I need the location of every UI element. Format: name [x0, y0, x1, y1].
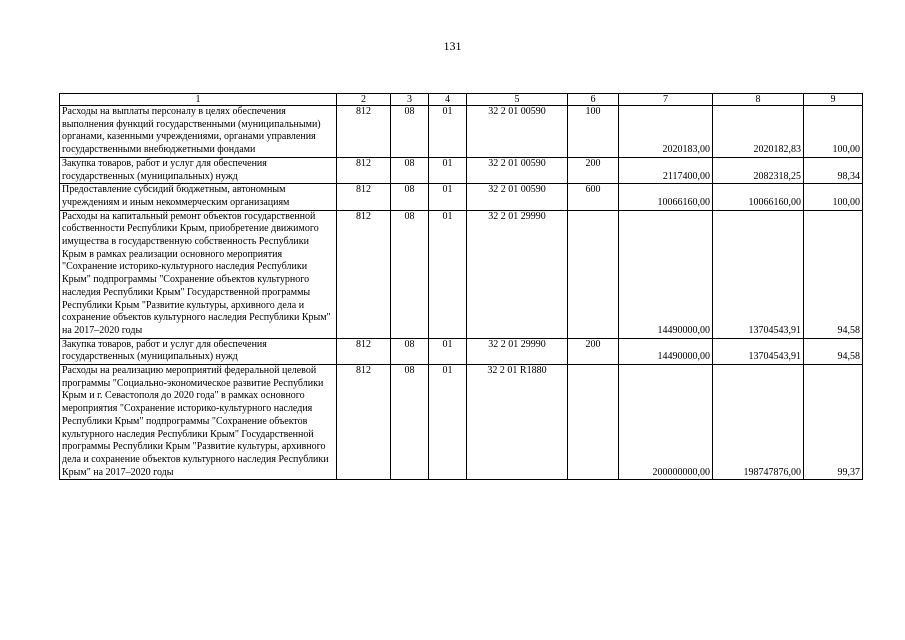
table-row: [60, 157, 863, 183]
expense-type-code: 600: [568, 184, 619, 210]
column-header: 4: [429, 94, 467, 106]
column-header: 7: [619, 94, 713, 106]
column-header: 9: [804, 94, 863, 106]
table-row: [60, 365, 863, 480]
target-article-code: 32 2 01 00590: [467, 184, 568, 210]
planned-amount: 14490000,00: [619, 338, 713, 364]
planned-amount: 2020183,00: [619, 106, 713, 158]
executed-amount: 198747876,00: [713, 365, 804, 480]
table-row: [60, 210, 863, 338]
executed-amount: 10066160,00: [713, 184, 804, 210]
execution-percent: 94,58: [804, 338, 863, 364]
subsection-code: 01: [429, 210, 467, 338]
expense-type-code: 200: [568, 157, 619, 183]
planned-amount: 2117400,00: [619, 157, 713, 183]
section-code: 08: [391, 338, 429, 364]
execution-percent: 100,00: [804, 184, 863, 210]
ministry-code: 812: [337, 338, 391, 364]
expense-name: Расходы на капитальный ремонт объектов государственной собственности Республики Крым, приобретение движимого имущества в государственную собственность Республики Крым в рамках реализации основного мероприятия "Сохранение историко-культурного наследия Республики Крым" подпрограммы "Сохранение объектов культурного наследия Республики Крым" Государственной программы Республики Крым "Развитие культуры, архивного дела и сохранение объектов культурного наследия Республики Крым" на 2017–2020 годы: [60, 210, 337, 338]
expense-type-code: [568, 365, 619, 480]
expense-type-code: 200: [568, 338, 619, 364]
executed-amount: 2082318,25: [713, 157, 804, 183]
target-article-code: 32 2 01 R1880: [467, 365, 568, 480]
ministry-code: 812: [337, 106, 391, 158]
target-article-code: 32 2 01 29990: [467, 338, 568, 364]
column-header: 6: [568, 94, 619, 106]
target-article-code: 32 2 01 00590: [467, 157, 568, 183]
section-code: 08: [391, 184, 429, 210]
section-code: 08: [391, 157, 429, 183]
header-row: [60, 94, 863, 106]
execution-percent: 99,37: [804, 365, 863, 480]
planned-amount: 14490000,00: [619, 210, 713, 338]
ministry-code: 812: [337, 157, 391, 183]
executed-amount: 2020182,83: [713, 106, 804, 158]
table-row: [60, 338, 863, 364]
ministry-code: 812: [337, 210, 391, 338]
execution-percent: 100,00: [804, 106, 863, 158]
column-header: 1: [60, 94, 337, 106]
subsection-code: 01: [429, 106, 467, 158]
budget-table: [59, 93, 863, 480]
execution-percent: 98,34: [804, 157, 863, 183]
subsection-code: 01: [429, 157, 467, 183]
target-article-code: 32 2 01 00590: [467, 106, 568, 158]
executed-amount: 13704543,91: [713, 338, 804, 364]
section-code: 08: [391, 210, 429, 338]
planned-amount: 200000000,00: [619, 365, 713, 480]
table-row: [60, 106, 863, 158]
planned-amount: 10066160,00: [619, 184, 713, 210]
column-header: 3: [391, 94, 429, 106]
column-header: 8: [713, 94, 804, 106]
page-number: 131: [443, 39, 462, 53]
execution-percent: 94,58: [804, 210, 863, 338]
column-header: 2: [337, 94, 391, 106]
expense-type-code: [568, 210, 619, 338]
subsection-code: 01: [429, 365, 467, 480]
ministry-code: 812: [337, 365, 391, 480]
column-header: 5: [467, 94, 568, 106]
expense-name: Предоставление субсидий бюджетным, автономным учреждениям и иным некоммерческим организациям: [60, 184, 337, 210]
target-article-code: 32 2 01 29990: [467, 210, 568, 338]
ministry-code: 812: [337, 184, 391, 210]
expense-name: Закупка товаров, работ и услуг для обеспечения государственных (муниципальных) нужд: [60, 338, 337, 364]
subsection-code: 01: [429, 338, 467, 364]
subsection-code: 01: [429, 184, 467, 210]
executed-amount: 13704543,91: [713, 210, 804, 338]
section-code: 08: [391, 365, 429, 480]
expense-name: Расходы на реализацию мероприятий федеральной целевой программы "Социально-экономическое развитие Республики Крым и г. Севастополя до 2020 года" в рамках основного мероприятия "Сохранение историко-культурного наследия Республики Крым" подпрограммы "Сохранение объектов культурного наследия Республики Крым" Государственной программы Республики Крым "Развитие культуры, архивного дела и сохранение объектов культурного наследия Республики Крым" на 2017–2020 годы: [60, 365, 337, 480]
expense-name: Расходы на выплаты персоналу в целях обеспечения выполнения функций государственными (муниципальными) органами, казенными учреждениями, органами управления государственными внебюджетными фондами: [60, 106, 337, 158]
section-code: 08: [391, 106, 429, 158]
table-row: [60, 184, 863, 210]
expense-type-code: 100: [568, 106, 619, 158]
expense-name: Закупка товаров, работ и услуг для обеспечения государственных (муниципальных) нужд: [60, 157, 337, 183]
